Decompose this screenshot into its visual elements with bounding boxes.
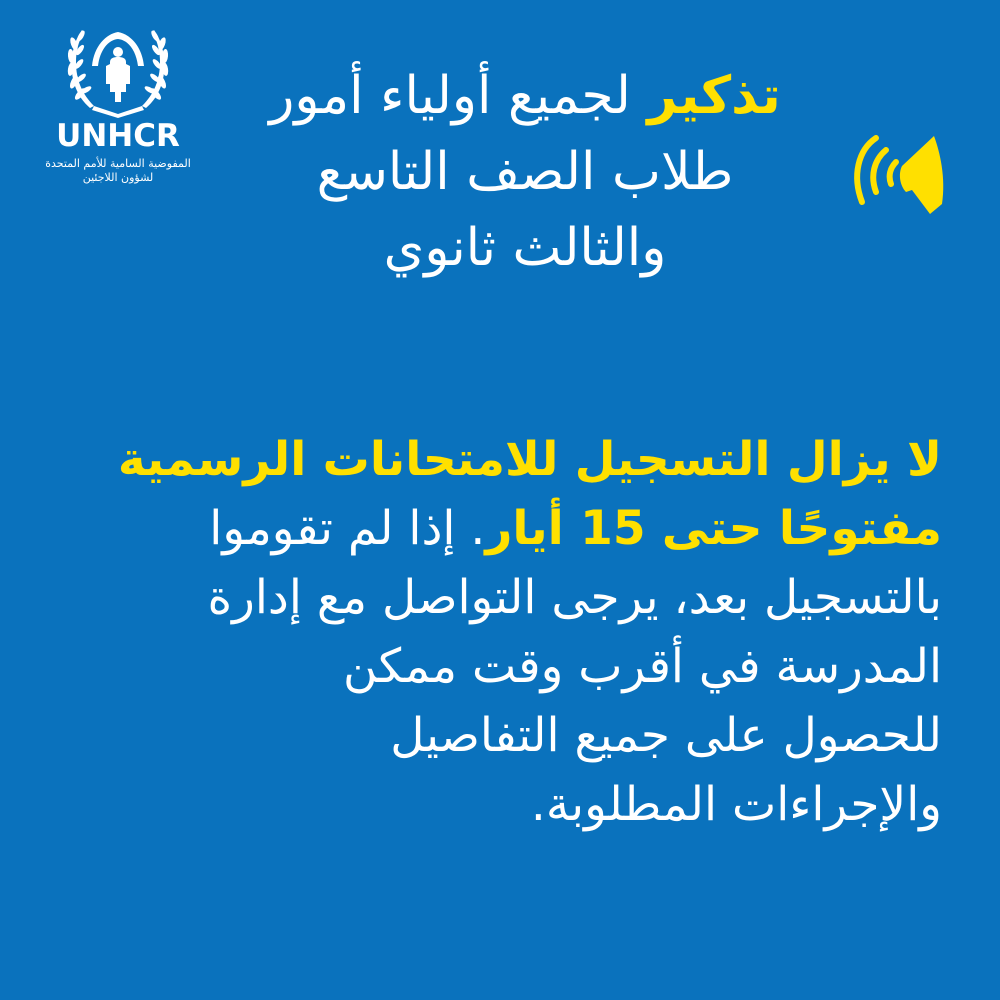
- message-line-3: بالتسجيل بعد، يرجى التواصل مع إدارة: [207, 570, 942, 625]
- unhcr-wordmark: UNHCR: [56, 118, 180, 154]
- message-line-2: [62, 494, 942, 563]
- megaphone-icon: [842, 128, 954, 220]
- unhcr-subtitle-line1: المفوضية السامية للأمم المتحدة: [45, 157, 191, 170]
- message-line-6: والإجراءات المطلوبة.: [530, 777, 942, 832]
- registration-message: [62, 425, 942, 839]
- deadline-text: مفتوحًا حتى 15 أيار: [485, 501, 942, 556]
- unhcr-logo: [28, 22, 208, 182]
- unhcr-emblem-icon: [66, 22, 170, 118]
- heading-line-1-text: لجميع أولياء أمور: [269, 66, 648, 126]
- reminder-heading: [210, 58, 840, 298]
- heading-line-1: [210, 58, 840, 134]
- unhcr-subtitle-line2: لشؤون اللاجئين: [82, 171, 154, 184]
- heading-accent-word: تذكير: [647, 66, 781, 126]
- message-line-1-text: لا يزال التسجيل للامتحانات الرسمية: [117, 432, 942, 487]
- message-line-2-text: . إذا لم تقوموا: [209, 501, 486, 556]
- message-line-1: [62, 425, 942, 494]
- heading-line-3: والثالث ثانوي: [383, 218, 667, 278]
- message-line-5: للحصول على جميع التفاصيل: [390, 708, 942, 763]
- message-line-4: المدرسة في أقرب وقت ممكن: [343, 639, 942, 694]
- heading-line-2: طلاب الصف التاسع: [316, 142, 734, 202]
